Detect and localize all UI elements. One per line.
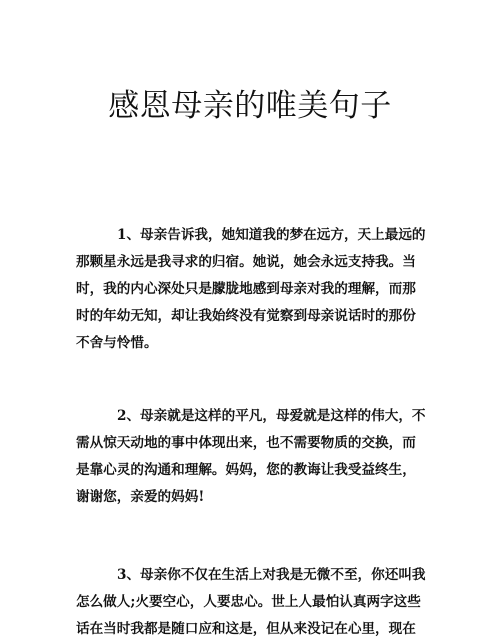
- document-title: 感恩母亲的唯美句子: [108, 88, 392, 124]
- paragraph-line: 需从惊天动地的事中体现出来，也不需要物质的交换，而: [76, 435, 416, 451]
- paragraph-line: 谢谢您，亲爱的妈妈!: [76, 489, 205, 505]
- paragraph-line: 那颗星永远是我寻求的归宿。她说，她会永远支持我。当: [76, 254, 416, 270]
- paragraph-line: 是靠心灵的沟通和理解。妈妈，您的教诲让我受益终生，: [76, 462, 416, 478]
- paragraph-line: 时的年幼无知，却让我始终没有觉察到母亲说话时的那份: [76, 308, 416, 324]
- paragraph-line: 话在当时我都是随口应和这是，但从来没记在心里，现在: [76, 621, 416, 637]
- paragraph-line: 1、母亲告诉我，她知道我的梦在远方，天上最远的: [117, 227, 426, 243]
- paragraph-2: [76, 403, 426, 511]
- paragraph-1: [76, 222, 426, 357]
- paragraph-line: 2、母亲就是这样的平凡，母爱就是这样的伟大，不: [117, 408, 426, 424]
- paragraph-line: 时，我的内心深处只是朦胧地感到母亲对我的理解，而那: [76, 281, 416, 297]
- paragraph-line: 怎么做人;火要空心，人要忠心。世上人最怕认真两字这些: [76, 594, 421, 610]
- paragraph-line: 3、母亲你不仅在生活上对我是无微不至，你还叫我: [117, 567, 426, 583]
- paragraph-3: [76, 562, 426, 643]
- paragraph-line: 不舍与怜惜。: [76, 335, 158, 351]
